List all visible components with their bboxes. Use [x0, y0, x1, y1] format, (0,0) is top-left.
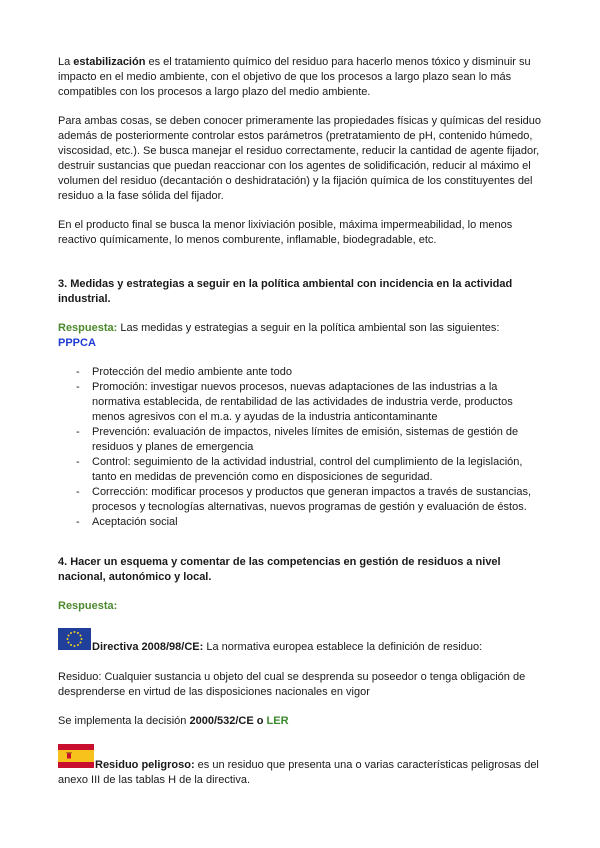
list-item: - Prevención: evaluación de impactos, niveles límites de emisión, sistemas de gestión de residuos y planes de emergencia — [76, 426, 519, 453]
implementation-line: Se implementa la decisión 2000/532/CE o LER — [58, 715, 289, 727]
spain-flag-icon — [58, 744, 94, 773]
question-3-answer: Respuesta: Las medidas y estrategias a seguir en la política ambiental son las siguientes: PPPCA — [58, 322, 500, 349]
list-item: - Control: seguimiento de la actividad industrial, control del cumplimiento de la legislación, tanto en medidas de prevención como en disposiciones de seguridad. — [76, 456, 523, 483]
list-item: - Aceptación social — [76, 516, 178, 528]
residuo-definition: Residuo: Cualquier sustancia u objeto del cual se desprenda su poseedor o tenga obligación de desprenderse en virtud de las disposiciones nacionales en vigor — [58, 671, 526, 698]
question-4-answer-label: Respuesta: — [58, 600, 118, 612]
answer-label: Respuesta: — [58, 322, 118, 334]
eu-flag-icon — [58, 628, 91, 655]
question-4-heading: 4. Hacer un esquema y comentar de las competencias en gestión de residuos a nivel nacional, autonómico y local. — [58, 556, 501, 583]
question-3-heading: 3. Medidas y estrategias a seguir en la política ambiental con incidencia en la actividad industrial. — [58, 278, 513, 305]
paragraph-estabilizacion: La estabilización es el tratamiento químico del residuo para hacerlo menos tóxico y disminuir su impacto en el medio ambiente, con el objetivo de que los procesos a largo plazo sean lo más compatibles con los procesos a largo plazo del medio ambiente. — [58, 56, 531, 98]
paragraph-producto-final: En el producto final se busca la menor lixiviación posible, máxima impermeabilidad, lo menos reactivo químicamente, lo menos comburente, inflamable, biodegradable, etc. — [58, 219, 513, 246]
acronym-pppca: PPPCA — [58, 337, 96, 349]
residuo-peligroso-title: Residuo peligroso: — [95, 759, 195, 771]
directive-title: Directiva 2008/98/CE: — [92, 641, 204, 653]
list-item: - Promoción: investigar nuevos procesos, nuevas adaptaciones de las industrias a la normativa establecida, de rentabilidad de las actividades de industria verde, productos menos agresivos con el m.a. y ayudas de la industria anticontaminante — [76, 381, 513, 423]
measures-list — [58, 365, 548, 530]
paragraph-propiedades: Para ambas cosas, se deben conocer primeramente las propiedades físicas y químicas del residuo además de posteriormente controlar estos parámetros (pretratamiento de pH, contenido húmedo, viscosidad, etc.). Se busca manejar el residuo correctamente, reducir la cantidad de agente fijador, destruir sustancias que puedan reaccionar con los agentes de solidificación, reducir al máximo el volumen del residuo (decantación o deshidratación) y la fijación química de los constituyentes del residuo a la fase sólida del fijador. — [58, 115, 542, 202]
directive-line: Directiva 2008/98/CE: La normativa europea establece la definición de residuo: — [58, 628, 548, 655]
list-item: - Corrección: modificar procesos y productos que generan impactos a través de sustancias, procesos y tecnologías alternativas, nuevos programas de gestión y evaluación de éstos. — [76, 486, 531, 513]
term-estabilizacion: estabilización — [73, 56, 146, 68]
residuo-peligroso-line: Residuo peligroso: es un residuo que presenta una o varias características peligrosas del anexo III de las tablas H de la directiva. — [58, 744, 548, 788]
ler-link[interactable]: LER — [266, 715, 289, 727]
list-item: - Protección del medio ambiente ante todo — [76, 366, 292, 378]
